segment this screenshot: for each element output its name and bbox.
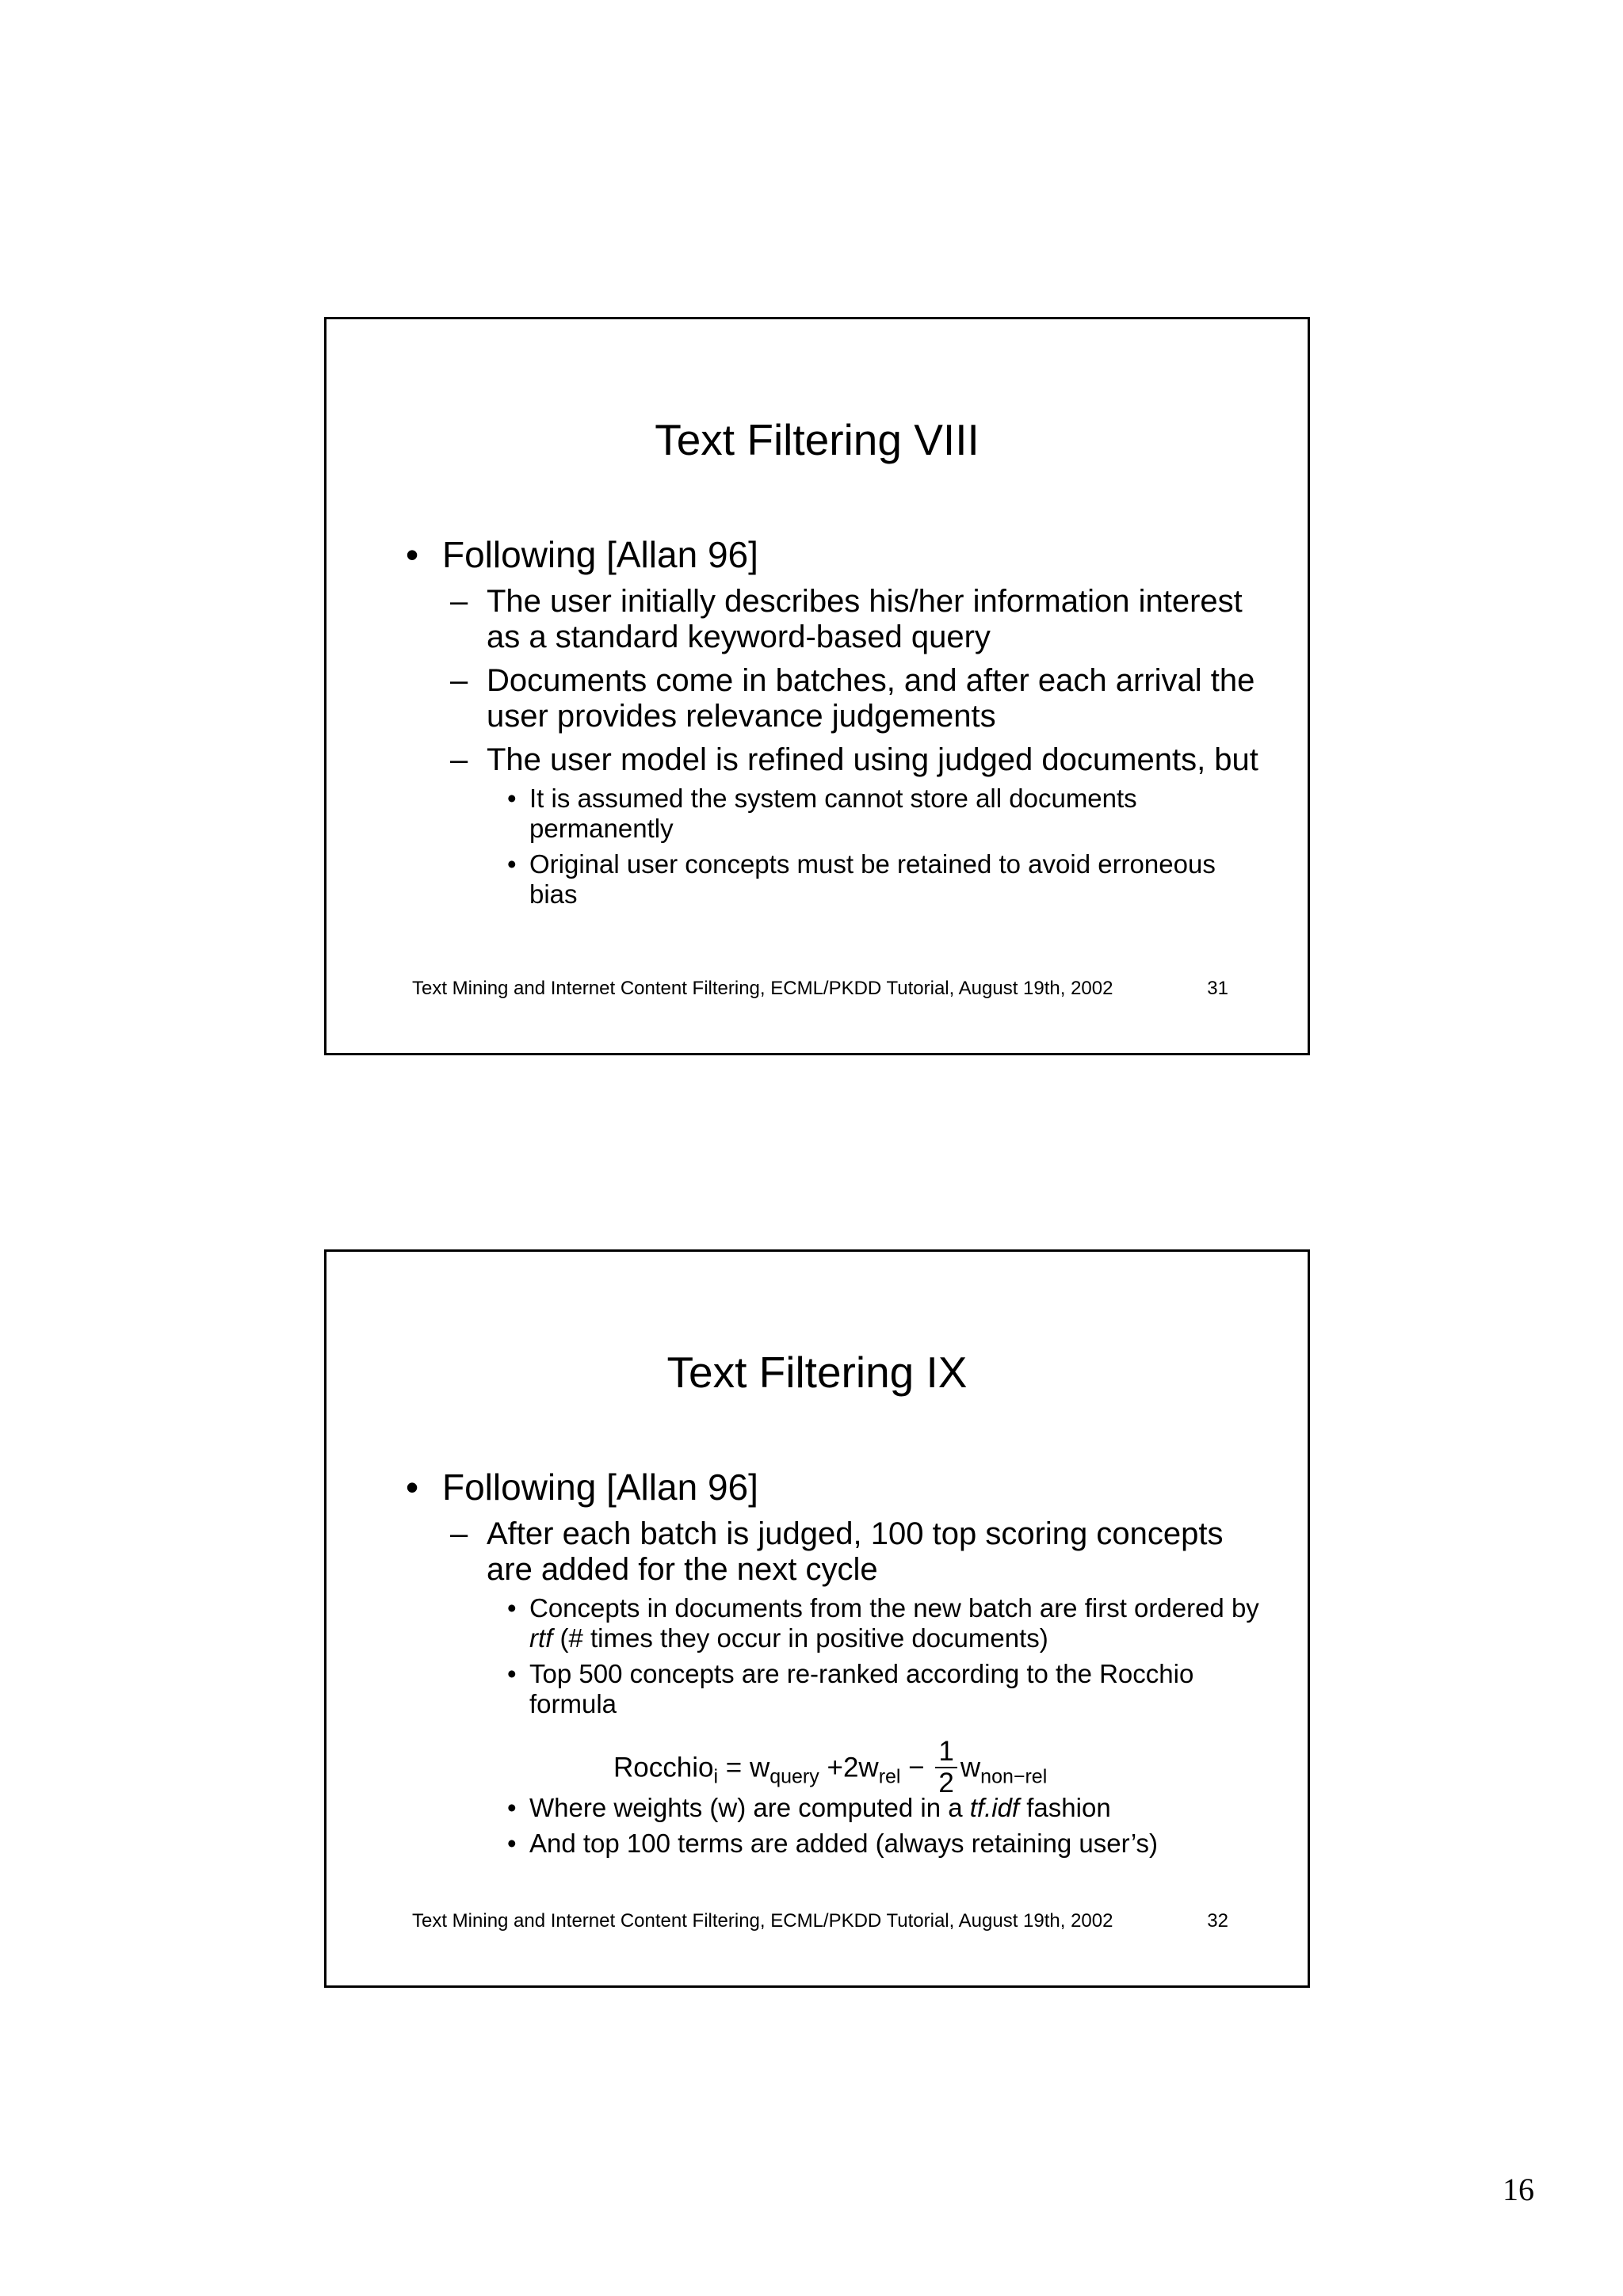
sub-bullet: – The user model is refined using judged documents, but — [406, 742, 1260, 778]
slide-title: Text Filtering IX — [666, 1348, 968, 1397]
sub-sub-bullet: • And top 100 terms are added (always retaining user’s) — [406, 1829, 1260, 1859]
slide-footer — [412, 977, 1228, 1001]
slide-body — [406, 533, 1260, 910]
footer-text: Text Mining and Internet Content Filtering, ECML/PKDD Tutorial, August 19th, 2002 — [412, 978, 1113, 999]
sub-bullet: – Documents come in batches, and after each arrival the user provides relevance judgements — [406, 663, 1260, 734]
sub-sub-bullet: • Top 500 concepts are re-ranked according to the Rocchio formula — [406, 1659, 1260, 1719]
slide-footer — [412, 1909, 1228, 1933]
slide-title: Text Filtering VIII — [655, 415, 980, 464]
sub-sub-bullet: • Concepts in documents from the new batch are first ordered by rtf (# times they occur in positive documents) — [406, 1593, 1260, 1653]
slide-32 — [324, 1249, 1310, 1988]
sub-sub-bullet: • Original user concepts must be retained to avoid erroneous bias — [406, 849, 1260, 910]
bullet: • Following [Allan 96] — [406, 1466, 1260, 1508]
footer-text: Text Mining and Internet Content Filtering, ECML/PKDD Tutorial, August 19th, 2002 — [412, 1910, 1113, 1932]
slide-body — [406, 1466, 1260, 1859]
slide-number: 31 — [1207, 978, 1228, 999]
page-number: 16 — [1503, 2172, 1534, 2207]
sub-bullet: – After each batch is judged, 100 top scoring concepts are added for the next cycle — [406, 1516, 1260, 1588]
sub-sub-bullet: • It is assumed the system cannot store all documents permanently — [406, 784, 1260, 844]
fraction: $\frac{1}{2}$ — [935, 1737, 957, 1798]
sub-bullet: – The user initially describes his/her information interest as a standard keyword-based query — [406, 584, 1260, 655]
rocchio-formula: Rocchio$_i$ = $w_{query} +2w_{rel}$ − $\frac{1}{2}$ $w_{non-rel}$ — [613, 1736, 1048, 1798]
bullet: • Following [Allan 96] — [406, 533, 1260, 576]
slide-number: 32 — [1207, 1910, 1228, 1932]
sub-sub-bullet: • Where weights (w) are computed in a tf.idf fashion — [406, 1793, 1260, 1823]
slide-31 — [324, 317, 1310, 1055]
